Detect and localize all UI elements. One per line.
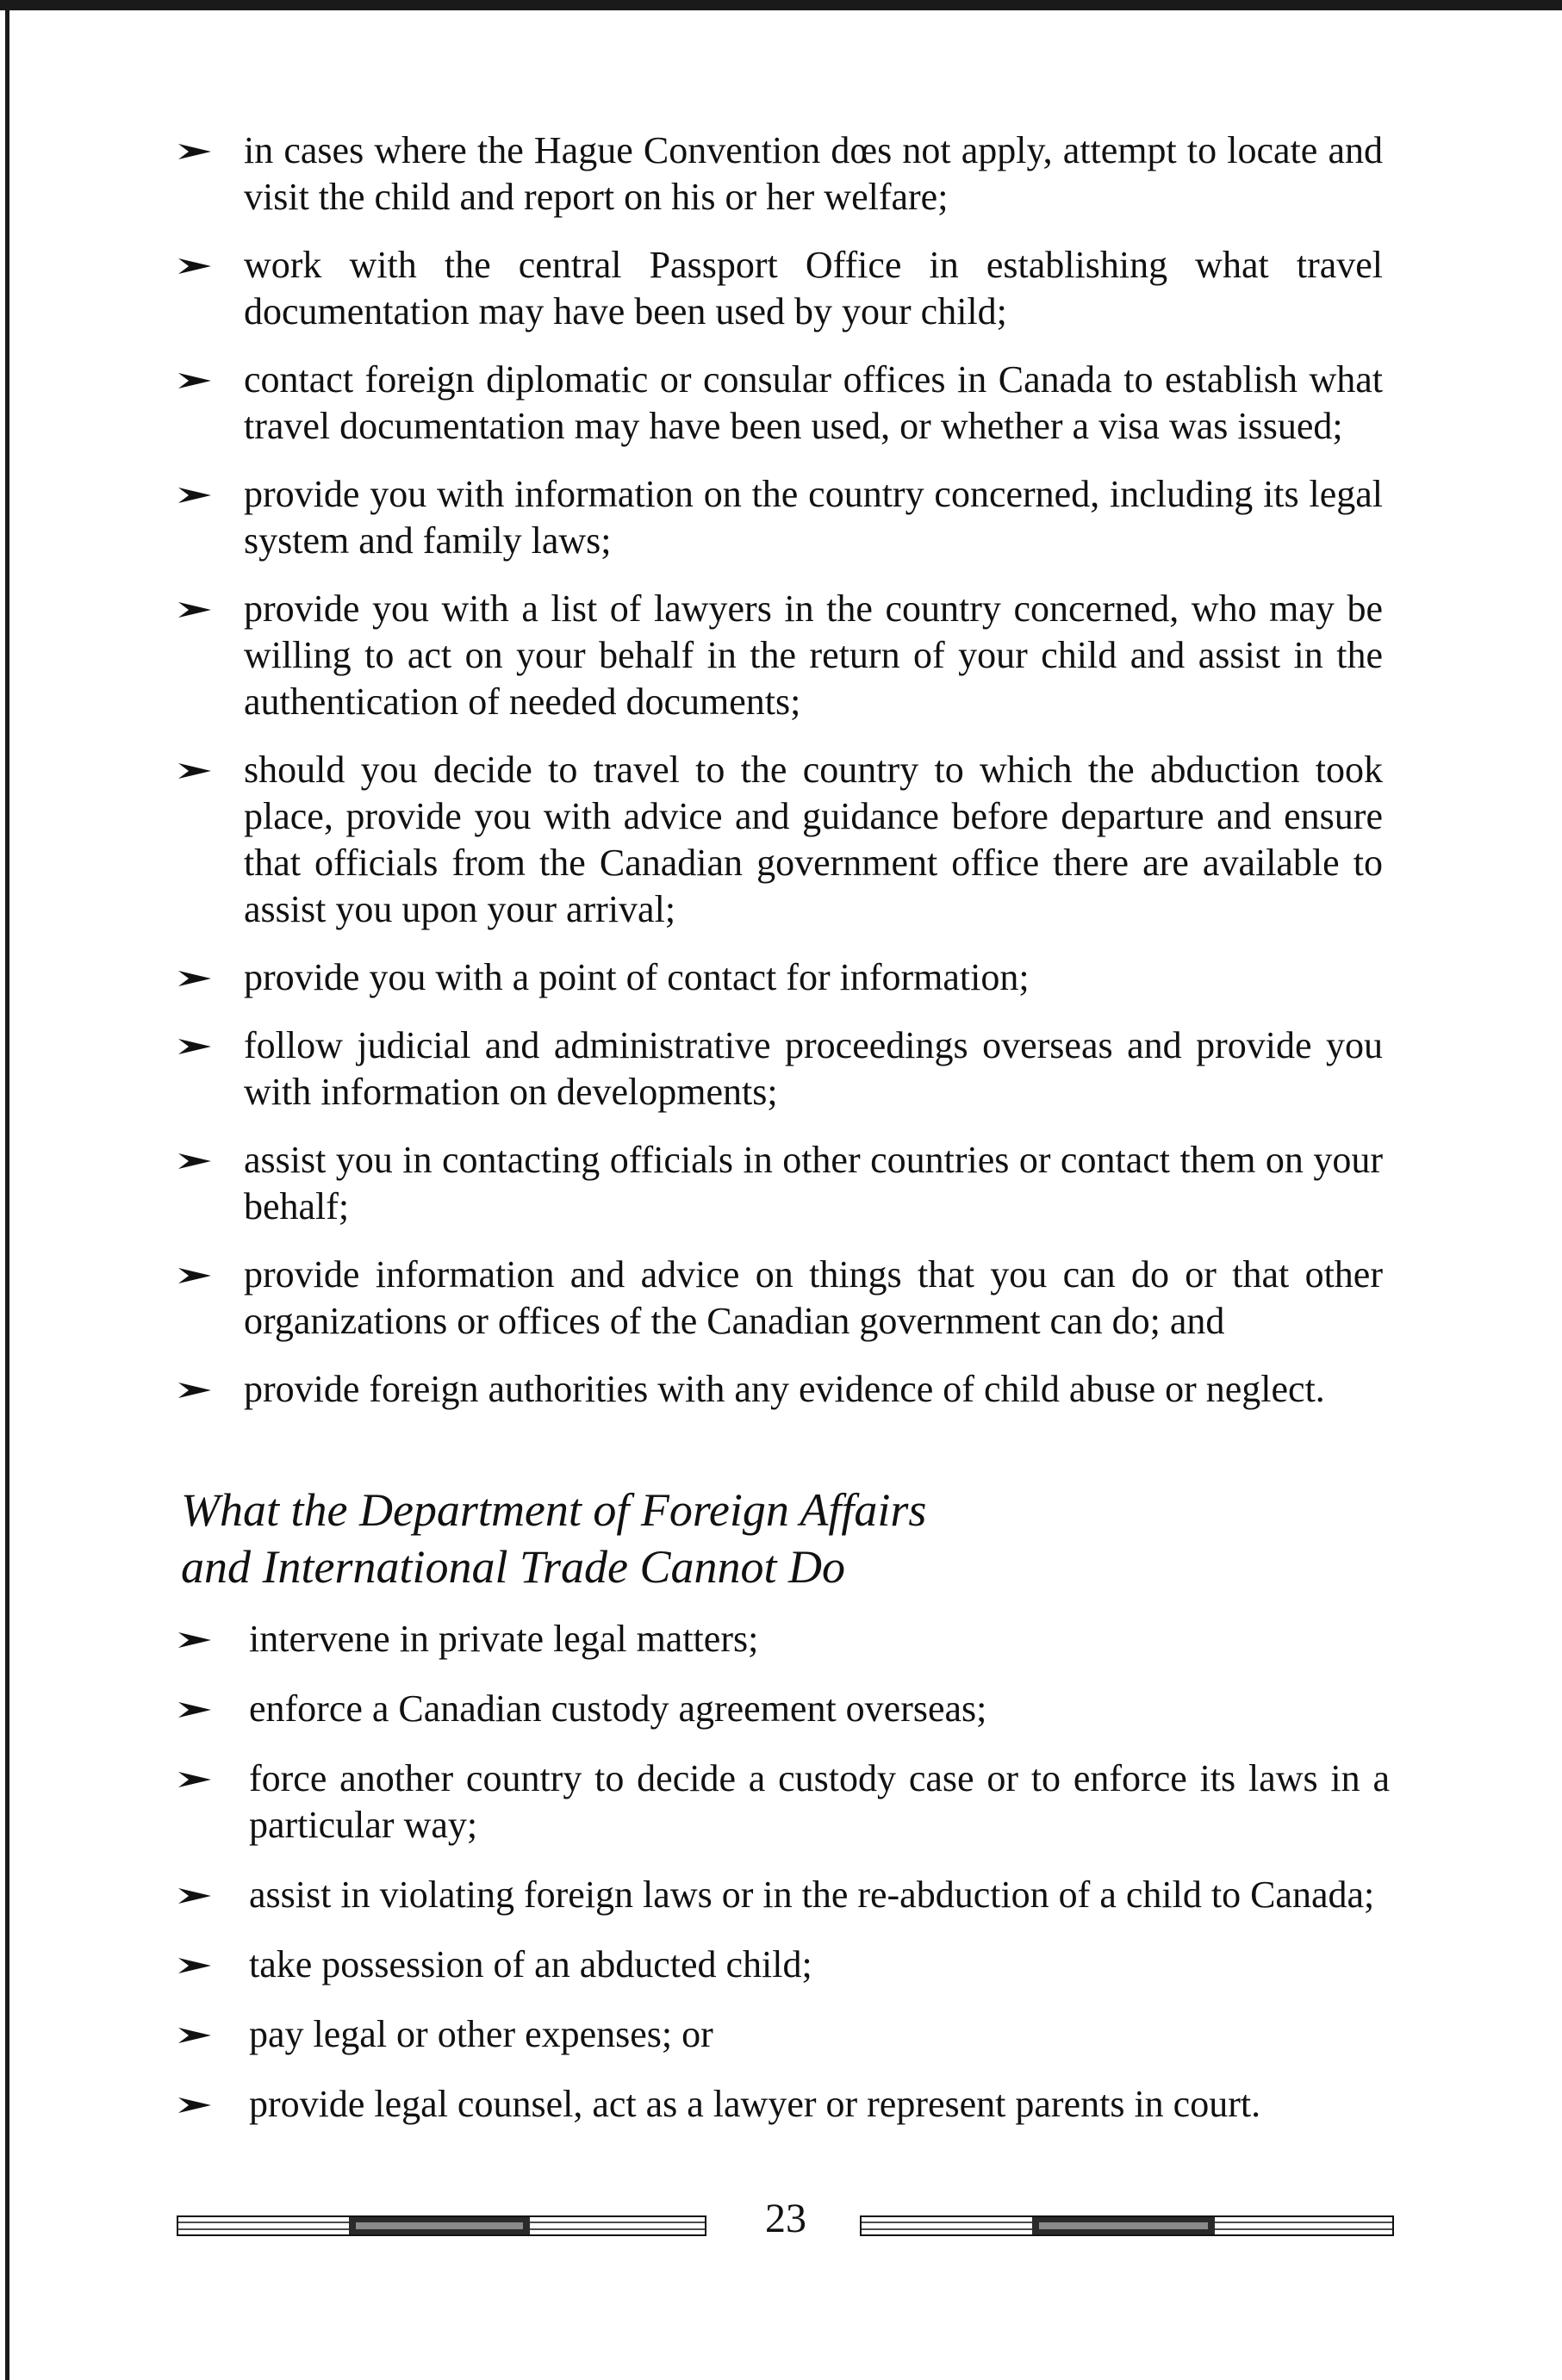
arrowhead-bullet-icon bbox=[177, 1700, 213, 1719]
can-do-list bbox=[177, 127, 1383, 1434]
arrowhead-bullet-icon bbox=[177, 371, 213, 390]
list-item-text: pay legal or other expenses; or bbox=[249, 2013, 713, 2055]
list-item-text: provide you with information on the country concerned, including its legal system and family laws; bbox=[244, 473, 1383, 562]
cannot-do-list bbox=[177, 1616, 1390, 2151]
scan-edge-top bbox=[0, 0, 1562, 10]
list-item bbox=[177, 1755, 1390, 1849]
arrowhead-bullet-icon bbox=[177, 969, 213, 988]
list-item bbox=[177, 471, 1383, 564]
list-item bbox=[177, 747, 1383, 933]
list-item-text: enforce a Canadian custody agreement overseas; bbox=[249, 1687, 987, 1730]
list-item bbox=[177, 357, 1383, 450]
list-item-text: contact foreign diplomatic or consular offices in Canada to establish what travel documentation may have been used, or whether a visa was issued; bbox=[244, 358, 1383, 447]
list-item bbox=[177, 1942, 1390, 1988]
arrowhead-bullet-icon bbox=[177, 486, 213, 505]
list-item bbox=[177, 1252, 1383, 1345]
arrowhead-bullet-icon bbox=[177, 2026, 213, 2045]
list-item-text: force another country to decide a custody case or to enforce its laws in a particular way; bbox=[249, 1757, 1390, 1846]
footer-ornament-left bbox=[177, 2215, 706, 2236]
list-item-text: provide information and advice on things that you can do or that other organizations or offices of the Canadian government can do; and bbox=[244, 1253, 1383, 1342]
list-item-text: provide you with a list of lawyers in the country concerned, who may be willing to act on your behalf in the return of your child and assist in the authentication of needed documents; bbox=[244, 587, 1383, 723]
section-heading-line-1: What the Department of Foreign Affairs bbox=[181, 1484, 927, 1536]
list-item-text: take possession of an abducted child; bbox=[249, 1943, 812, 1985]
arrowhead-bullet-icon bbox=[177, 600, 213, 619]
list-item-text: assist in violating foreign laws or in the re-abduction of a child to Canada; bbox=[249, 1874, 1375, 1916]
scan-edge-left bbox=[5, 0, 9, 2380]
list-item bbox=[177, 1686, 1390, 1732]
list-item-text: intervene in private legal matters; bbox=[249, 1618, 759, 1660]
list-item-text: should you decide to travel to the country to which the abduction took place, provide you with advice and guidance before departure and ensure that officials from the Canadian government office there are available to assist you upon your arrival; bbox=[244, 749, 1383, 930]
arrowhead-bullet-icon bbox=[177, 1956, 213, 1975]
section-heading-line-2: and International Trade Cannot Do bbox=[181, 1541, 846, 1593]
list-item bbox=[177, 954, 1383, 1001]
list-item-text: follow judicial and administrative proceedings overseas and provide you with information on developments; bbox=[244, 1024, 1383, 1113]
list-item-text: in cases where the Hague Convention dœs not apply, attempt to locate and visit the child and report on his or her welfare; bbox=[244, 129, 1383, 218]
list-item bbox=[177, 1616, 1390, 1662]
list-item-text: provide you with a point of contact for information; bbox=[244, 956, 1030, 998]
list-item bbox=[177, 1872, 1390, 1918]
list-item bbox=[177, 127, 1383, 221]
list-item bbox=[177, 1366, 1383, 1413]
list-item bbox=[177, 242, 1383, 335]
arrowhead-bullet-icon bbox=[177, 1037, 213, 1056]
list-item-text: provide legal counsel, act as a lawyer or represent parents in court. bbox=[249, 2083, 1261, 2125]
arrowhead-bullet-icon bbox=[177, 1152, 213, 1171]
list-item-text: assist you in contacting officials in other countries or contact them on your behalf; bbox=[244, 1139, 1383, 1227]
page-number: 23 bbox=[765, 2196, 806, 2241]
list-item bbox=[177, 2081, 1390, 2128]
arrowhead-bullet-icon bbox=[177, 142, 213, 161]
list-item bbox=[177, 2011, 1390, 2058]
list-item bbox=[177, 1022, 1383, 1115]
arrowhead-bullet-icon bbox=[177, 257, 213, 276]
arrowhead-bullet-icon bbox=[177, 1886, 213, 1905]
section-heading bbox=[181, 1482, 1215, 1595]
footer-ornament-right bbox=[860, 2215, 1394, 2236]
arrowhead-bullet-icon bbox=[177, 761, 213, 780]
list-item-text: provide foreign authorities with any evidence of child abuse or neglect. bbox=[244, 1368, 1325, 1410]
list-item-text: work with the central Passport Office in establishing what travel documentation may have been used by your child; bbox=[244, 244, 1383, 332]
arrowhead-bullet-icon bbox=[177, 1266, 213, 1285]
arrowhead-bullet-icon bbox=[177, 2096, 213, 2115]
list-item bbox=[177, 586, 1383, 725]
arrowhead-bullet-icon bbox=[177, 1381, 213, 1400]
arrowhead-bullet-icon bbox=[177, 1770, 213, 1789]
arrowhead-bullet-icon bbox=[177, 1631, 213, 1650]
list-item bbox=[177, 1137, 1383, 1230]
